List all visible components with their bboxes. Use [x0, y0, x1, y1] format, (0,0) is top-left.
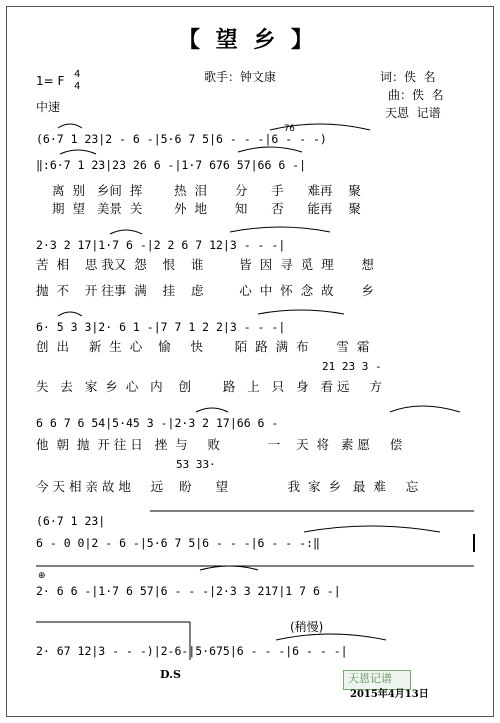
row9-notes: 2· 6 6 -|1·7 6 57|6 - - -|2·3 3 217|1 7 6 -| — [36, 584, 341, 598]
row4-harmony-notes: 21 23 3 - — [322, 360, 382, 373]
lyricist-credit: 词：佚 名 — [380, 70, 436, 84]
row4-lyrics: 创 出 新 生 心 愉 快 陌 路 满 布 雪 霜 — [36, 339, 370, 354]
tempo-label: 中速 — [36, 100, 61, 114]
tempo-mark-slower: (稍慢) — [290, 620, 324, 634]
row6-lyrics: 他 朝 抛 开 往 日 挫 与 败 一 天 将 素 愿 偿 — [36, 437, 403, 452]
row10-notes: 2· 67 12|3 - - -)|2-6-|5·675|6 - - -|6 - - -| — [36, 644, 348, 658]
row3-lyrics-verse2: 抛 不 开 往事 满 挂 虑 心 中 怀 念 故 乡 — [36, 283, 374, 298]
row6-harmony-notes: 53 33· — [176, 458, 216, 471]
row7-lyrics: 今 天 相 亲 故 地 远 盼 望 我 家 乡 最 难 忘 — [36, 479, 419, 494]
transcriber-credit: 天恩 记谱 — [385, 106, 441, 120]
row8-notes: 6 - 0 0|2 - 6 -|5·6 7 5|6 - - -|6 - - -:‖ — [36, 536, 320, 550]
ds-marking: D.S — [160, 668, 181, 681]
row2-lyrics-verse1: 离 别 乡间 挥 热 泪 分 手 难再 聚 — [52, 183, 361, 198]
stamp-text: 天恩记谱 — [348, 672, 392, 685]
row4-notes: 6· 5 3 3|2· 6 1 -|7 7 1 2 2|3 - - -| — [36, 320, 286, 334]
score-date: 2015年4月13日 — [350, 689, 429, 700]
row8-upper-notes: (6·7 1 23| — [36, 514, 106, 528]
row2-lyrics-verse2: 期 望 美景 关 外 地 知 否 能再 聚 — [52, 201, 361, 216]
row6-notes: 6 6 7 6 54|5·45 3 -|2·3 2 17|66 6 - — [36, 416, 279, 430]
row5-lyrics: 失 去 家 乡 心 内 创 路 上 只 身 看 远 方 — [36, 379, 382, 394]
time-signature-bottom: 4 — [74, 81, 81, 92]
time-signature-top: 4 — [74, 69, 81, 80]
row2-notes: ‖:6·7 1 23|23 26 6 -|1·7 676 57|66 6 -| — [36, 158, 307, 172]
row3-notes: 2·3 2 17|1·7 6 -|2 2 6 7 12|3 - - -| — [36, 238, 286, 252]
composer-credit: 曲：佚 名 — [388, 88, 444, 102]
row1-notes: (6·7 1 23|2 - 6 -|5·6 7 5|6 - - -|6 - - -) — [36, 132, 327, 146]
coda-sign-icon: ⊕ — [38, 571, 46, 581]
song-title: 【 望 乡 】 — [178, 28, 317, 53]
row1-superscript: 76 — [284, 124, 295, 134]
singer-credit: 歌手：钟文康 — [204, 70, 277, 84]
key-signature: 1= F — [36, 74, 65, 88]
row3-lyrics-verse1: 苦 相 思 我又 怨 恨 谁 皆 因 寻 觅 理 想 — [36, 257, 374, 272]
